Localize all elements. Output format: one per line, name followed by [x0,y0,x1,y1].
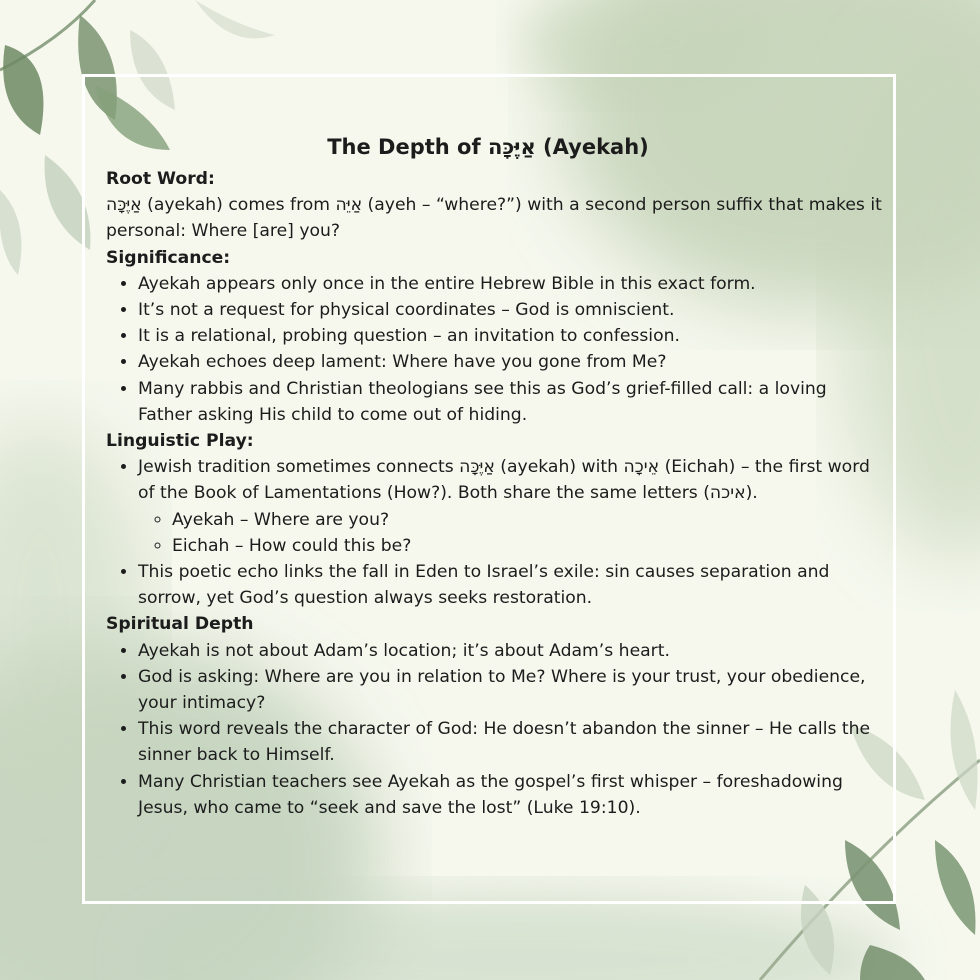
spiritual-depth-heading: Spiritual Depth [106,614,254,635]
list-item: • Many rabbis and Christian theologians see this as God’s grief-filled call: a loving Father asking His child to come out of hiding. [138,376,886,428]
list-item: • Ayekah appears only once in the entire Hebrew Bible in this exact form. [138,271,886,297]
linguistic-play-list [106,454,886,611]
page-title: The Depth of אַיֶּכָּה (Ayekah) [327,135,649,159]
sub-list [138,507,886,559]
list-item [138,454,886,559]
list-item: • Ayekah echoes deep lament: Where have you gone from Me? [138,349,886,375]
list-item: • This word reveals the character of God: He doesn’t abandon the sinner – He calls the sinner back to Himself. [138,716,886,768]
sub-list-item: ◦ Ayekah – Where are you? [172,507,886,533]
sub-list-item: ◦ Eichah – How could this be? [172,533,886,559]
list-item-text: Jewish tradition sometimes connects אַיֶּכָּה (ayekah) with אֵיכָה (Eichah) – the first word of the Book of Lamentations (How?). Both share the same letters (איכה). [138,457,870,504]
list-item: • It is a relational, probing question – an invitation to confession. [138,323,886,349]
list-item: • Ayekah is not about Adam’s location; it’s about Adam’s heart. [138,638,886,664]
list-item: • It’s not a request for physical coordinates – God is omniscient. [138,297,886,323]
spiritual-depth-list [106,638,886,821]
list-item: • This poetic echo links the fall in Eden to Israel’s exile: sin causes separation and sorrow, yet God’s question always seeks restoration. [138,559,886,611]
root-word-text: אַיֶּכָּה (ayekah) comes from אַיֵּה (ayeh – “where?”) with a second person suffix that makes it personal: Where [are] you? [106,195,882,242]
linguistic-play-heading: Linguistic Play: [106,431,254,452]
list-item: • Many Christian teachers see Ayekah as the gospel’s first whisper – foreshadowing Jesus, who came to “seek and save the lost” (Luke 19:10). [138,769,886,821]
main-content [106,132,886,821]
list-item: • God is asking: Where are you in relation to Me? Where is your trust, your obedience, your intimacy? [138,664,886,716]
significance-heading: Significance: [106,247,231,268]
significance-list [106,271,886,428]
root-word-heading: Root Word: [106,169,215,189]
